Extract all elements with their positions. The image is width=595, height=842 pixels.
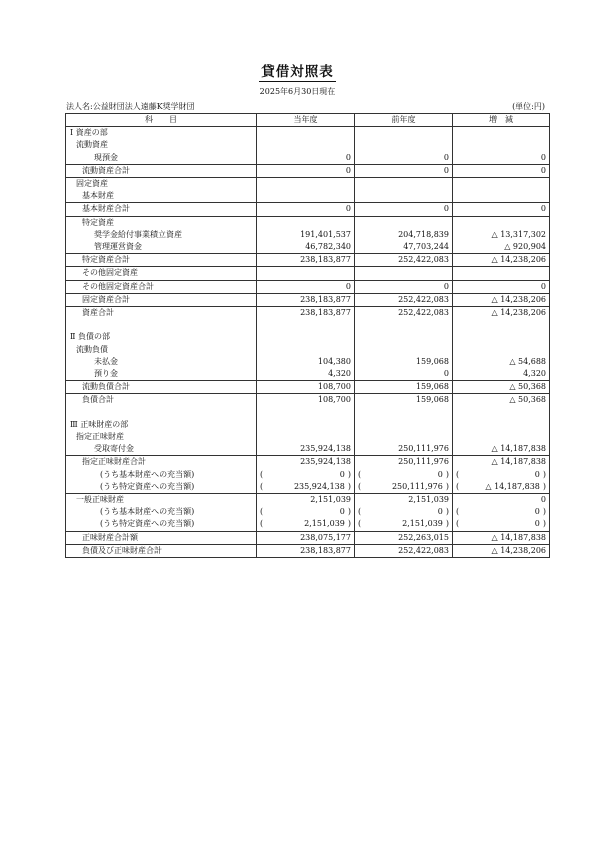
table-row	[66, 254, 550, 267]
current-value: 235,924,138	[293, 481, 345, 491]
change-value: △ 50,368	[453, 381, 550, 394]
previous-value: 204,718,839	[355, 229, 453, 241]
current-value: 108,700	[257, 394, 355, 407]
table-row	[66, 190, 550, 203]
table-row	[66, 481, 550, 494]
change-value: △ 14,238,206	[453, 544, 550, 557]
parenthesized-value	[456, 506, 546, 518]
change-value	[453, 419, 550, 431]
row-label: 未払金	[66, 356, 257, 368]
previous-value: 0	[355, 164, 453, 177]
previous-value	[355, 139, 453, 151]
change-value	[453, 139, 550, 151]
row-label: 流動資産合計	[66, 164, 257, 177]
current-value: 0	[257, 203, 355, 216]
row-label: 特定資産	[66, 216, 257, 229]
close-paren: )	[347, 507, 351, 517]
current-value: 108,700	[257, 381, 355, 394]
current-value: 191,401,537	[257, 229, 355, 241]
previous-value: 250,111,976	[355, 456, 453, 469]
previous-value	[355, 319, 453, 331]
open-paren: (	[358, 519, 362, 529]
change-value: △ 14,187,838	[485, 481, 540, 491]
row-label: Ⅱ 負債の部	[66, 331, 257, 343]
close-paren: )	[445, 507, 449, 517]
row-label: 基本財産合計	[66, 203, 257, 216]
row-label: 正味財産合計額	[66, 531, 257, 544]
open-paren: (	[358, 507, 362, 517]
table-row	[66, 127, 550, 140]
previous-value: 2,151,039	[402, 519, 443, 529]
change-value	[453, 190, 550, 203]
table-row	[66, 518, 550, 531]
change-value: 0	[453, 494, 550, 507]
previous-value: 0	[437, 507, 443, 517]
change-value-cell	[453, 481, 550, 494]
change-value: △ 14,187,838	[453, 443, 550, 456]
current-value: 238,183,877	[257, 293, 355, 306]
change-value: 0	[534, 519, 540, 529]
previous-value: 252,422,083	[355, 544, 453, 557]
change-value	[453, 431, 550, 443]
table-row	[66, 469, 550, 481]
header-change: 増 減	[453, 114, 550, 127]
open-paren: (	[358, 481, 362, 491]
table-row	[66, 368, 550, 381]
row-label: 固定資産	[66, 178, 257, 191]
unit-label: (単位:円)	[512, 102, 545, 111]
current-value: 0	[257, 152, 355, 165]
change-value: △ 54,688	[453, 356, 550, 368]
change-value	[453, 407, 550, 419]
change-value: 0	[534, 507, 540, 517]
balance-sheet-body	[66, 127, 550, 558]
corporation-name: 法人名:公益財団法人遠藤K奨学財団	[66, 102, 195, 111]
current-value	[257, 407, 355, 419]
table-row	[66, 494, 550, 507]
parenthesized-value	[260, 518, 351, 530]
change-value-cell	[453, 506, 550, 518]
row-label: その他固定資産合計	[66, 280, 257, 293]
change-value: △ 14,187,838	[453, 456, 550, 469]
parenthesized-value	[358, 506, 449, 518]
previous-value	[355, 407, 453, 419]
previous-value	[355, 331, 453, 343]
row-label: 一般正味財産	[66, 494, 257, 507]
row-label: (うち特定資産への充当額)	[66, 481, 257, 494]
current-value-cell	[257, 518, 355, 531]
previous-value: 47,703,244	[355, 241, 453, 254]
change-value	[453, 319, 550, 331]
current-value	[257, 319, 355, 331]
document-title: 貸借対照表	[261, 64, 334, 80]
close-paren: )	[445, 469, 449, 479]
table-row	[66, 344, 550, 356]
row-label: 特定資産合計	[66, 254, 257, 267]
previous-value: 0	[355, 280, 453, 293]
close-paren: )	[347, 481, 351, 491]
current-value: 0	[339, 507, 345, 517]
table-row	[66, 431, 550, 443]
change-value	[453, 216, 550, 229]
row-label: (うち基本財産への充当額)	[66, 506, 257, 518]
change-value: △ 920,904	[453, 241, 550, 254]
change-value	[453, 127, 550, 140]
current-value: 235,924,138	[257, 456, 355, 469]
table-row	[66, 419, 550, 431]
parenthesized-value	[260, 469, 351, 481]
change-value: △ 14,238,206	[453, 254, 550, 267]
change-value	[453, 267, 550, 280]
change-value	[453, 344, 550, 356]
current-value	[257, 331, 355, 343]
current-value-cell	[257, 481, 355, 494]
current-value: 104,380	[257, 356, 355, 368]
current-value	[257, 127, 355, 140]
table-row	[66, 381, 550, 394]
table-row	[66, 456, 550, 469]
current-value: 46,782,340	[257, 241, 355, 254]
change-value	[453, 178, 550, 191]
previous-value	[355, 267, 453, 280]
current-value: 2,151,039	[304, 519, 345, 529]
parenthesized-value	[358, 469, 449, 481]
row-label	[66, 407, 257, 419]
table-row	[66, 331, 550, 343]
table-row	[66, 241, 550, 254]
open-paren: (	[260, 507, 264, 517]
table-row	[66, 267, 550, 280]
header-current: 当年度	[257, 114, 355, 127]
parenthesized-value	[260, 506, 351, 518]
current-value	[257, 216, 355, 229]
change-value-cell	[453, 469, 550, 481]
table-row	[66, 164, 550, 177]
row-label: 指定正味財産	[66, 431, 257, 443]
current-value: 0	[257, 280, 355, 293]
parenthesized-value	[456, 518, 546, 530]
current-value	[257, 190, 355, 203]
previous-value-cell	[355, 469, 453, 481]
previous-value: 0	[355, 152, 453, 165]
current-value-cell	[257, 506, 355, 518]
as-of-date: 2025年6月30日現在	[259, 87, 336, 96]
previous-value	[355, 190, 453, 203]
close-paren: )	[542, 507, 546, 517]
current-value: 238,183,877	[257, 307, 355, 320]
row-label: Ⅰ 資産の部	[66, 127, 257, 140]
row-label: 流動負債合計	[66, 381, 257, 394]
current-value	[257, 178, 355, 191]
previous-value: 0	[355, 203, 453, 216]
row-label: 負債合計	[66, 394, 257, 407]
previous-value-cell	[355, 481, 453, 494]
header-item: 科 目	[66, 114, 257, 127]
previous-value-cell	[355, 518, 453, 531]
row-label: 資産合計	[66, 307, 257, 320]
change-value: △ 50,368	[453, 394, 550, 407]
row-label: 現預金	[66, 152, 257, 165]
current-value	[257, 419, 355, 431]
row-label: 負債及び正味財産合計	[66, 544, 257, 557]
close-paren: )	[542, 469, 546, 479]
close-paren: )	[542, 519, 546, 529]
previous-value	[355, 344, 453, 356]
change-value: △ 14,187,838	[453, 531, 550, 544]
current-value: 0	[257, 164, 355, 177]
table-row	[66, 319, 550, 331]
close-paren: )	[445, 519, 449, 529]
current-value	[257, 267, 355, 280]
previous-value	[355, 216, 453, 229]
table-row	[66, 216, 550, 229]
parenthesized-value	[358, 481, 449, 493]
current-value-cell	[257, 469, 355, 481]
table-row	[66, 407, 550, 419]
previous-value: 159,068	[355, 381, 453, 394]
previous-value: 252,422,083	[355, 293, 453, 306]
change-value: 4,320	[453, 368, 550, 381]
current-value: 4,320	[257, 368, 355, 381]
previous-value-cell	[355, 506, 453, 518]
header-previous: 前年度	[355, 114, 453, 127]
previous-value: 252,422,083	[355, 254, 453, 267]
previous-value: 2,151,039	[355, 494, 453, 507]
open-paren: (	[358, 469, 362, 479]
previous-value: 159,068	[355, 394, 453, 407]
change-value: △ 14,238,206	[453, 307, 550, 320]
table-row	[66, 394, 550, 407]
table-row	[66, 506, 550, 518]
previous-value: 159,068	[355, 356, 453, 368]
row-label: 指定正味財産合計	[66, 456, 257, 469]
previous-value	[355, 431, 453, 443]
previous-value	[355, 127, 453, 140]
current-value: 238,183,877	[257, 254, 355, 267]
row-label: 管理運営資金	[66, 241, 257, 254]
close-paren: )	[542, 481, 546, 491]
table-row	[66, 152, 550, 165]
parenthesized-value	[456, 481, 546, 493]
current-value: 238,183,877	[257, 544, 355, 557]
row-label: 受取寄付金	[66, 443, 257, 456]
balance-sheet-table	[65, 113, 550, 558]
open-paren: (	[260, 519, 264, 529]
table-row	[66, 293, 550, 306]
open-paren: (	[456, 469, 460, 479]
row-label	[66, 319, 257, 331]
table-row	[66, 544, 550, 557]
open-paren: (	[456, 481, 460, 491]
change-value	[453, 331, 550, 343]
open-paren: (	[260, 481, 264, 491]
row-label: (うち特定資産への充当額)	[66, 518, 257, 531]
current-value	[257, 344, 355, 356]
table-row	[66, 139, 550, 151]
open-paren: (	[260, 469, 264, 479]
change-value: 0	[453, 280, 550, 293]
parenthesized-value	[456, 469, 546, 481]
previous-value: 250,111,976	[355, 443, 453, 456]
open-paren: (	[456, 507, 460, 517]
parenthesized-value	[358, 518, 449, 530]
table-row	[66, 356, 550, 368]
previous-value	[355, 419, 453, 431]
table-row	[66, 203, 550, 216]
row-label: 基本財産	[66, 190, 257, 203]
previous-value: 0	[355, 368, 453, 381]
change-value: △ 13,317,302	[453, 229, 550, 241]
change-value: 0	[534, 469, 540, 479]
row-label: Ⅲ 正味財産の部	[66, 419, 257, 431]
change-value: 0	[453, 203, 550, 216]
change-value: 0	[453, 152, 550, 165]
row-label: 奨学金給付事業積立資産	[66, 229, 257, 241]
row-label: 預り金	[66, 368, 257, 381]
previous-value: 250,111,976	[391, 481, 443, 491]
change-value-cell	[453, 518, 550, 531]
row-label: その他固定資産	[66, 267, 257, 280]
table-row	[66, 307, 550, 320]
row-label: 流動負債	[66, 344, 257, 356]
table-row	[66, 531, 550, 544]
table-row	[66, 229, 550, 241]
previous-value	[355, 178, 453, 191]
close-paren: )	[445, 481, 449, 491]
current-value	[257, 431, 355, 443]
current-value	[257, 139, 355, 151]
previous-value: 252,422,083	[355, 307, 453, 320]
row-label: 流動資産	[66, 139, 257, 151]
table-row	[66, 178, 550, 191]
open-paren: (	[456, 519, 460, 529]
parenthesized-value	[260, 481, 351, 493]
table-row	[66, 280, 550, 293]
close-paren: )	[347, 519, 351, 529]
row-label: 固定資産合計	[66, 293, 257, 306]
table-row	[66, 443, 550, 456]
row-label: (うち基本財産への充当額)	[66, 469, 257, 481]
change-value: △ 14,238,206	[453, 293, 550, 306]
current-value: 2,151,039	[257, 494, 355, 507]
header-row	[66, 114, 550, 127]
current-value: 235,924,138	[257, 443, 355, 456]
previous-value: 252,263,015	[355, 531, 453, 544]
change-value: 0	[453, 164, 550, 177]
current-value: 0	[339, 469, 345, 479]
previous-value: 0	[437, 469, 443, 479]
current-value: 238,075,177	[257, 531, 355, 544]
close-paren: )	[347, 469, 351, 479]
